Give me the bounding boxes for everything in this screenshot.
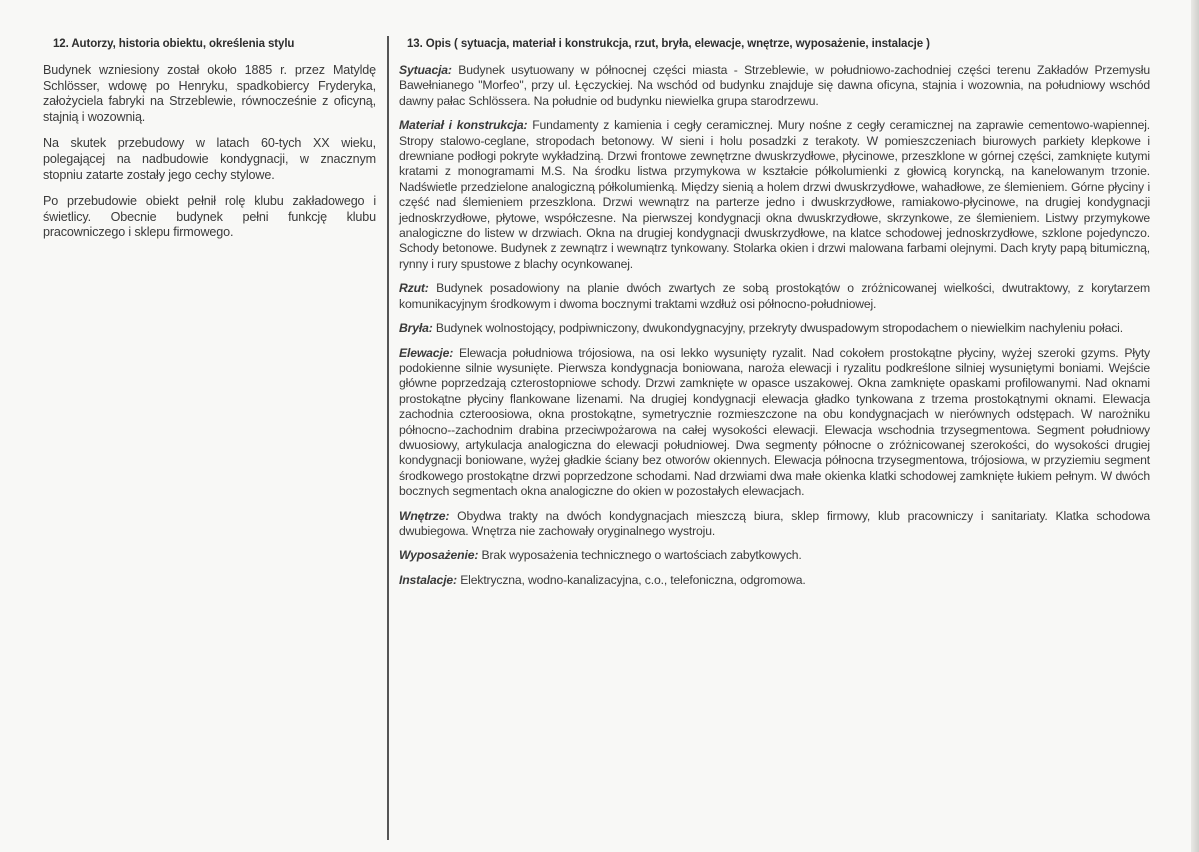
massing-label: Bryła:	[399, 321, 433, 336]
history-paragraph: Na skutek przebudowy w latach 60-tych XX wieku, polegającej na nadbudowie kondygnacji, w znacznym stopniu zatarte zostały jego cechy stylowe.	[43, 136, 376, 182]
elevations-text: Elewacja południowa trójosiowa, na osi lekko wysunięty ryzalit. Nad cokołem prostokątne płyciny, wyżej szeroki gzyms. Płyty podokienne silnie wysunięte. Pierwsza kondygnacja boniowana, naroża elewacji i ryzalitu podkreślone silniej wysuniętymi boniami. Wejście główne poprzedzają czterostopniowe schody. Drzwi zamknięte w opasce uszakowej. Okna zamknięte opaskami profilowanymi. Nad oknami prostokątne płyciny flankowane lizenami. Na drugiej kondygnacji elewacja gładko tynkowana z trzema prostokątnymi oknami. Elewacja zachodnia czteroosiowa, okna prostokątne, symetrycznie rozmieszczone na obu kondygnacjach w nierównych odstępach. W narożniku północno--zachodnim drabina przeciwpożarowa na całej wysokości elewacji. Elewacja wschodnia trzysegmentowa. Segment południowy dwuosiowy, artykulacja analogiczna do elewacji południowej. Dwa segmenty północne o zróżnicowanej szerokości, do wysokości drugiej kondygnacji boniowane, wyżej gładkie ściany bez otworów okiennych. Elewacja północna trzysegmentowa, trójosiowa, w przyziemiu segment środkowego prostokątne drzwi poprzedzone schodami. Nad drzwiami dwa małe okienka klatki schodowej zamknięte łukiem pełnym. W dwóch bocznych segmentach okna analogiczne do okien w pozostałych elewacjach.	[399, 345, 1150, 499]
description-interior	[399, 509, 1150, 540]
description-installations	[399, 573, 1150, 588]
description-situation	[399, 63, 1150, 109]
installations-text: Elektryczna, wodno-kanalizacyjna, c.o., telefoniczna, odgromowa.	[456, 572, 806, 587]
elevations-label: Elewacje:	[399, 345, 454, 360]
interior-text: Obydwa trakty na dwóch kondygnacjach mieszczą biura, sklep firmowy, klub pracowniczy i sanitariaty. Klatka schodowa dwubiegowa. Wnętrza nie zachowały oryginalnego wystroju.	[399, 508, 1150, 538]
description-equipment	[399, 548, 1150, 563]
plan-text: Budynek posadowiony na planie dwóch zwartych ze sobą prostokątów o zróżnicowanej wielkości, dwutraktowy, z korytarzem komunikacyjnym środkowym i dwoma bocznymi traktami wzdłuż osi północno-południowej.	[399, 281, 1150, 311]
history-paragraph: Budynek wzniesiony został około 1885 r. przez Matyldę Schlösser, wdowę po Henryku, spadkobiercy Fryderyka, założyciela fabryki na Strzeblewie, równocześnie z oficyną, stajnią i wozownią.	[43, 63, 376, 124]
section-12-heading: 12. Autorzy, historia obiektu, określenia stylu	[53, 38, 295, 50]
description-elevations	[399, 346, 1150, 500]
situation-label: Sytuacja:	[399, 63, 452, 77]
installations-label: Instalacje:	[399, 572, 457, 587]
interior-label: Wnętrze:	[399, 508, 450, 523]
section-13-column	[399, 38, 1150, 597]
material-text: Fundamenty z kamienia i cegły ceramicznej. Mury nośne z cegły ceramicznej na zaprawie cementowo-wapiennej. Stropy stalowo-ceglane, stropodach betonowy. W sieni i holu posadzki z terakoty. W pomieszczeniach biurowych parkiety klepkowe i drewniane podłogi pokryte wykładziną. Drzwi frontowe zewnętrzne dwuskrzydłowe, płycinowe, przeszklone w górnej części, zamknięte kutymi kratami z monogramami M.S. Na środku listwa przymykowa w kształcie półkolumienki z głowicą koryncką, na kanelowanym trzonie. Nadświetle przedzielone analogiczną półkolumienką. Między sienią a holem drzwi dwuskrzydłowe, wahadłowe, ze ślemieniem. Górne płyciny i część nad ślemieniem przeszklona. Drzwi wewnątrz na parterze jedno i dwuskrzydłowe, ramiakowo-płycinowe, na drugiej kondygnacji jednoskrzydłowe, płytowe, współczesne. Na pierwszej kondygnacji okna dwuskrzydłowe, skrzynkowe, ze ślemieniem. Listwy przymykowe analogiczne do listew w drzwiach. Okna na drugiej kondygnacji dwuskrzydłowe, na klatce schodowej jednoskrzydłowe, szklone pojedynczo. Schody betonowe. Budynek z zewnątrz i wewnątrz tynkowany. Stolarka okien i drzwi malowana farbami olejnymi. Dach kryty papą bitumiczną, rynny i rury spustowe z blachy ocynkowanej.	[399, 118, 1150, 271]
description-plan	[399, 281, 1150, 312]
equipment-text: Brak wyposażenia technicznego o wartościach zabytkowych.	[478, 548, 802, 563]
equipment-label: Wyposażenie:	[399, 548, 479, 563]
description-material	[399, 118, 1150, 272]
plan-label: Rzut:	[399, 281, 429, 296]
section-12-column	[43, 38, 376, 252]
material-label: Materiał i konstrukcja:	[399, 118, 528, 133]
column-divider	[387, 36, 389, 840]
description-massing	[399, 321, 1150, 336]
history-paragraph: Po przebudowie obiekt pełnił rolę klubu zakładowego i świetlicy. Obecnie budynek pełni funkcję klubu pracowniczego i sklepu firmowego.	[43, 194, 376, 240]
massing-text: Budynek wolnostojący, podpiwniczony, dwukondygnacyjny, przekryty dwuspadowym stropodachem o niewielkim nachyleniu połaci.	[432, 321, 1123, 336]
section-13-heading: 13. Opis ( sytuacja, materiał i konstrukcja, rzut, bryła, elewacje, wnętrze, wyposażenie, instalacje )	[407, 38, 930, 50]
situation-text: Budynek usytuowany w północnej części miasta - Strzeblewie, w południowo-zachodniej części terenu Zakładów Przemysłu Bawełnianego "Morfeo", przy ul. Łęczyckiej. Na wschód od budynku znajduje się dawna oficyna, stajnia i wozownia, na południowy wschód dawny pałac Schlössera. Na południe od budynku niewielka grupa starodrzewu.	[399, 63, 1150, 108]
page-edge-shadow	[1191, 0, 1199, 852]
